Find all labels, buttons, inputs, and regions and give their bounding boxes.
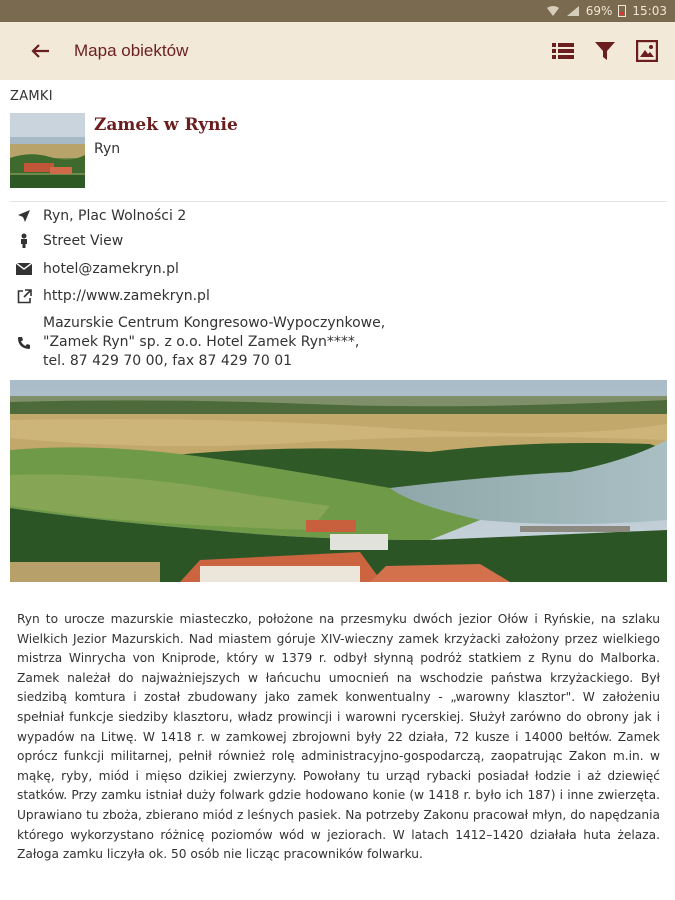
- address-text: Ryn, Plac Wolności 2: [43, 208, 187, 224]
- app-toolbar: [0, 22, 675, 80]
- gallery-button[interactable]: [633, 37, 661, 65]
- phone-icon: [14, 334, 34, 352]
- street-view-link: Street View: [43, 233, 124, 249]
- website-link: http://www.zamekryn.pl: [43, 288, 210, 304]
- website-row[interactable]: [14, 287, 210, 306]
- object-description: Ryn to urocze mazurskie miasteczko, położone na przesmyku dwóch jezior Ołów i Ryńskie, na szlaku Wielkich Jezior Mazurskich. Nad miastem góruje XIV-wieczny zamek krzyżacki założony przez wielkiego mistrza Winrycha von Kniprode, który w 1379 r. odbył słynną podróż statkiem z Rynu do Malborka. Zamek należał do najważniejszych w łańcuchu umocnień na wschodzie państwa krzyżackiego. Był siedzibą komtura i został zbudowany jako zamek konwentualny - „warowny klasztor". W założeniu spełniał funkcje siedziby klasztoru, władz prowincji i warowni rycerskiej. Służył zarówno do obrony jak i wypadów na Litwę. W 1418 r. w zamkowej zbrojowni były 22 działa, 72 kusze i 14000 bełtów. Zamek oprócz funkcji militarnej, pełnił również rolę administracyjno-gospodarczą, zaopatrując Zakon m.in. w mąkę, ryby, miód i mięso dzikiej zwierzyny. Powołany tu urząd rybacki posiadał łodzie i aż dziewięć statków. Przy zamku istniał duży folwark gdzie hodowano konie (w 1418 r. było ich 187) i inne zwierzęta. Uprawiano tu zboża, zbierano miód z leśnych pasiek. Na potrzeby Zakonu pracował młyn, do napędzania którego wykorzystano różnicę poziomów wód w jeziorach. W latach 1412–1420 działała huta żelaza. Załoga zamku liczyła ok. 50 osób nie licząc pracowników folwarku.: [17, 612, 660, 862]
- arrow-left-icon: [30, 43, 50, 59]
- divider: [10, 201, 667, 202]
- page-title: Mapa obiektów: [74, 41, 189, 60]
- image-icon: [636, 40, 658, 62]
- filter-button[interactable]: [591, 37, 619, 65]
- external-link-icon: [14, 287, 34, 305]
- list-view-button[interactable]: [549, 37, 577, 65]
- clock: 15:03: [632, 4, 667, 18]
- navigation-arrow-icon: [14, 207, 34, 225]
- object-thumbnail[interactable]: [10, 113, 85, 188]
- mail-icon: [14, 260, 34, 278]
- filter-icon: [595, 41, 615, 61]
- wifi-icon: [546, 5, 560, 17]
- phone-fax-line: tel. 87 429 70 00, fax 87 429 70 01: [43, 353, 293, 369]
- company-line: Mazurskie Centrum Kongresowo-Wypoczynkowe,: [43, 315, 386, 331]
- landscape-image: [10, 380, 667, 582]
- hotel-line: "Zamek Ryn" sp. z o.o. Hotel Zamek Ryn****,: [43, 334, 360, 350]
- street-view-row[interactable]: [14, 232, 123, 251]
- battery-icon: [618, 5, 626, 17]
- thumbnail-image: [10, 113, 85, 188]
- address-row[interactable]: [14, 207, 186, 226]
- pegman-icon: [14, 232, 34, 250]
- list-icon: [552, 42, 574, 60]
- signal-icon: [566, 5, 580, 17]
- contact-details: [43, 314, 385, 371]
- status-bar: [0, 0, 675, 22]
- category-label: ZAMKI: [10, 89, 53, 104]
- object-photo[interactable]: [10, 380, 667, 582]
- battery-percent: 69%: [585, 4, 613, 18]
- object-name: Zamek w Rynie: [94, 115, 238, 135]
- back-button[interactable]: [20, 31, 60, 71]
- email-link: hotel@zamekryn.pl: [43, 261, 179, 277]
- object-city: Ryn: [94, 141, 121, 157]
- phone-row[interactable]: [14, 314, 385, 371]
- email-row[interactable]: [14, 260, 179, 279]
